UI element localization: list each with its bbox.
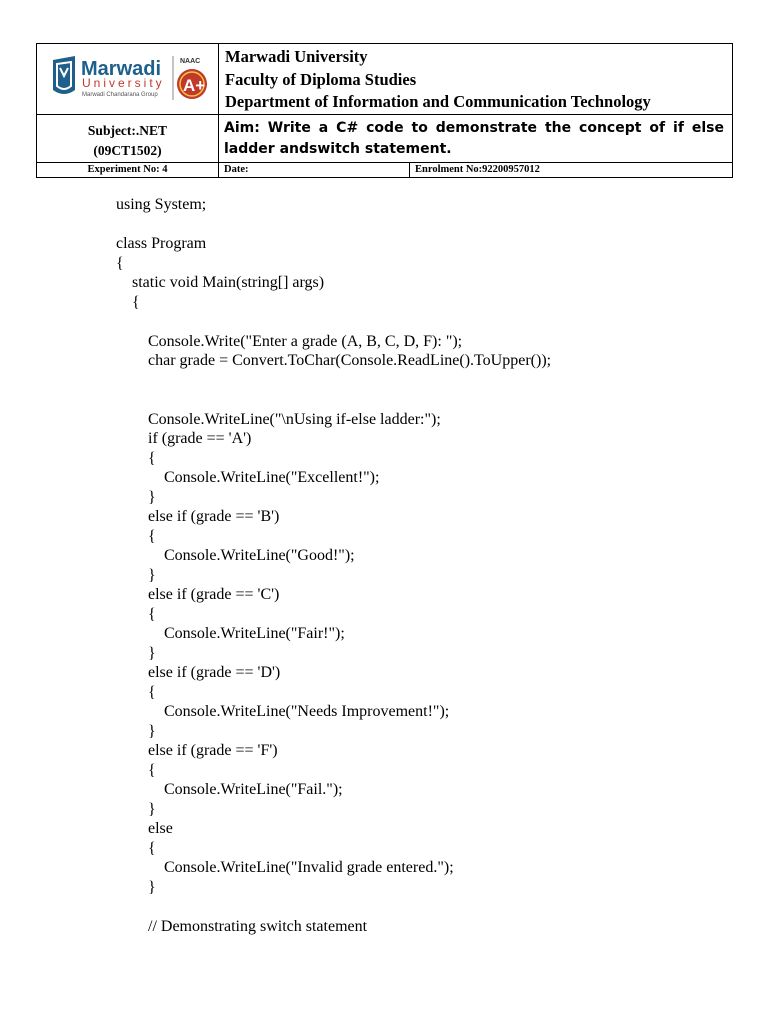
code-line: Console.WriteLine("Fail."); [116, 781, 343, 798]
code-line: Console.WriteLine("Fair!"); [116, 625, 345, 642]
code-line: { [116, 839, 156, 857]
code-line: } [116, 878, 156, 896]
code-line: // Demonstrating switch statement [116, 917, 368, 935]
code-line [116, 312, 551, 332]
code-line: static void Main(string[] args) [116, 274, 325, 291]
code-line: else [116, 820, 173, 837]
experiment-number: Experiment No: 4 [37, 162, 219, 177]
code-line: if (grade == 'A') [116, 430, 252, 447]
university-name: Marwadi University [225, 47, 368, 66]
date-field: Date: [219, 162, 410, 177]
aim-text: Aim: Write a C# code to demonstrate the concept of if else ladder andswitch statement. [219, 114, 733, 162]
code-line: Console.WriteLine("Needs Improvement!"); [116, 703, 450, 720]
code-line: { [116, 254, 124, 272]
header-table [36, 43, 733, 178]
code-line: Console.WriteLine("\nUsing if-else ladder:"); [116, 410, 441, 428]
code-line: } [116, 722, 156, 740]
naac-grade: A+ [183, 76, 206, 95]
code-line: { [116, 605, 156, 623]
department-name: Department of Information and Communication Technology [225, 92, 651, 111]
code-line [116, 371, 551, 391]
enrolment-number: Enrolment No:92200957012 [410, 162, 733, 177]
code-line [116, 897, 551, 917]
code-line: else if (grade == 'C') [116, 586, 280, 603]
code-line: Console.WriteLine("Invalid grade entered."); [116, 859, 454, 876]
code-line [116, 390, 551, 410]
code-line: } [116, 488, 156, 506]
code-line: else if (grade == 'D') [116, 664, 281, 681]
code-line: { [116, 527, 156, 545]
code-line: Console.Write("Enter a grade (A, B, C, D, F): "); [116, 332, 463, 350]
logo-tagline: Marwadi Chandarana Group [82, 92, 158, 98]
code-line [116, 215, 551, 235]
code-line: else if (grade == 'B') [116, 508, 280, 525]
code-line: { [116, 293, 140, 311]
subject-cell [37, 114, 219, 162]
code-line: { [116, 683, 156, 701]
code-line: Console.WriteLine("Good!"); [116, 547, 355, 564]
code-line: char grade = Convert.ToChar(Console.ReadLine().ToUpper()); [116, 352, 552, 369]
code-line: Console.WriteLine("Excellent!"); [116, 469, 380, 486]
code-line: } [116, 566, 156, 584]
code-line: { [116, 761, 156, 779]
code-line: } [116, 644, 156, 662]
logo-wordmark-bottom: University [82, 76, 165, 90]
code-line: else if (grade == 'F') [116, 742, 278, 759]
subject-label: Subject:.NET [87, 122, 168, 138]
institution-cell [219, 44, 733, 115]
logo-cell [37, 44, 219, 115]
faculty-name: Faculty of Diploma Studies [225, 69, 417, 89]
code-line: using System; [116, 196, 207, 213]
naac-label: NAAC [180, 58, 201, 65]
code-line: class Program [116, 235, 207, 252]
code-line: } [116, 800, 156, 818]
subject-code: (09CT1502) [93, 142, 162, 158]
logo-wordmark-top: Marwadi [81, 58, 162, 80]
code-line: { [116, 449, 156, 467]
code-listing [116, 195, 551, 936]
logo-graphic [51, 54, 211, 106]
university-logo [51, 54, 211, 106]
